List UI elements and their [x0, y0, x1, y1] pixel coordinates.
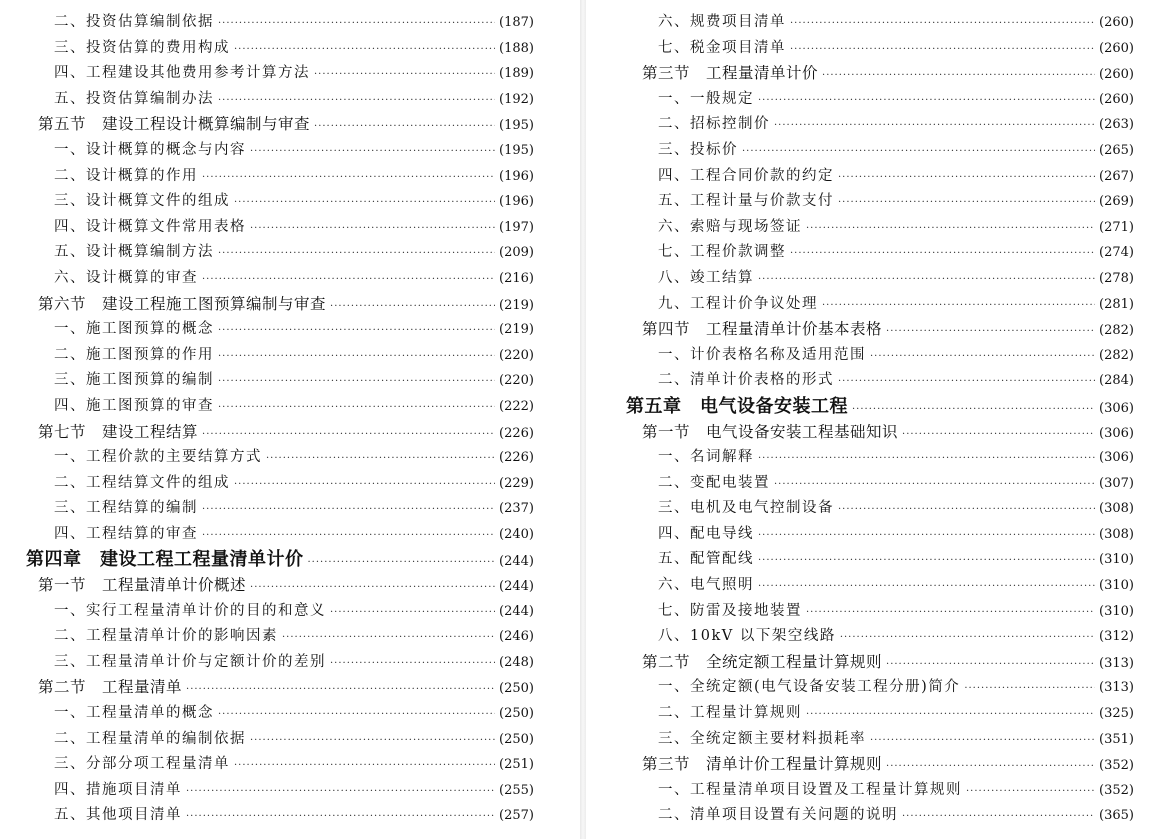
toc-entry-item — [0, 317, 580, 343]
toc-entry-page-number: (265) — [1099, 142, 1134, 158]
dot-leader — [806, 600, 1095, 625]
toc-entry-title: 第一节 电气设备安装工程基础知识 — [642, 422, 899, 441]
dot-leader — [218, 702, 495, 727]
toc-entry-item — [586, 215, 1168, 241]
toc-entry-item — [0, 752, 580, 778]
toc-entry-title: 八、竣工结算 — [658, 269, 754, 286]
toc-entry-title: 三、工程结算的编制 — [54, 500, 198, 517]
toc-entry-item — [0, 368, 580, 394]
dot-leader — [758, 88, 1095, 113]
dot-leader — [822, 63, 1095, 87]
dot-leader — [870, 728, 1095, 753]
toc-entry-title: 六、规费项目清单 — [658, 14, 786, 30]
toc-entry-page-number: (312) — [1099, 629, 1134, 645]
toc-entry-page-number: (313) — [1099, 680, 1134, 696]
toc-entry-page-number: (313) — [1099, 655, 1134, 671]
dot-leader — [234, 190, 495, 215]
toc-entry-page-number: (244) — [499, 579, 534, 595]
toc-entry-item — [586, 778, 1168, 804]
dot-leader — [838, 369, 1095, 394]
dot-leader — [886, 754, 1095, 778]
toc-entry-page-number: (255) — [499, 782, 534, 798]
toc-entry-title: 七、税金项目清单 — [658, 39, 786, 56]
toc-entry-item — [586, 138, 1168, 164]
dot-leader — [902, 422, 1095, 446]
toc-entry-page-number: (216) — [499, 270, 534, 286]
toc-entry-title: 一、一般规定 — [658, 90, 754, 107]
toc-entry-item — [586, 496, 1168, 522]
toc-entry-item — [0, 701, 580, 727]
toc-entry-item — [586, 266, 1168, 292]
toc-entry-item — [586, 701, 1168, 727]
toc-entry-title: 八、10kV 以下架空线路 — [658, 628, 836, 645]
toc-entry-page-number: (219) — [499, 297, 534, 313]
toc-entry-section — [0, 112, 580, 138]
toc-entry-title: 一、工程量清单的概念 — [54, 705, 214, 722]
toc-entry-title: 二、投资估算编制依据 — [54, 14, 214, 30]
toc-entry-page-number: (248) — [499, 654, 534, 670]
toc-entry-page-number: (222) — [499, 398, 534, 414]
dot-leader — [218, 344, 495, 369]
toc-entry-page-number: (188) — [499, 40, 534, 56]
toc-entry-title: 第二节 全统定额工程量计算规则 — [642, 652, 883, 671]
toc-entry-item — [0, 803, 580, 829]
toc-entry-title: 一、施工图预算的概念 — [54, 321, 214, 338]
dot-leader — [758, 574, 1095, 599]
dot-leader — [902, 804, 1095, 829]
toc-entry-page-number: (226) — [499, 450, 534, 466]
toc-entry-item — [0, 778, 580, 804]
toc-entry-page-number: (269) — [1099, 194, 1134, 210]
dot-leader — [314, 114, 495, 138]
dot-leader — [218, 318, 495, 343]
toc-entry-page-number: (308) — [1099, 501, 1134, 517]
dot-leader — [964, 676, 1095, 701]
toc-list-right — [586, 10, 1168, 829]
dot-leader — [790, 241, 1095, 266]
toc-entry-page-number: (219) — [499, 322, 534, 338]
toc-entry-title: 二、清单项目设置有关问题的说明 — [658, 807, 898, 824]
toc-entry-title: 第四节 工程量清单计价基本表格 — [642, 320, 883, 339]
toc-entry-title: 第六节 建设工程施工图预算编制与审查 — [38, 294, 327, 313]
toc-entry-title: 一、设计概算的概念与内容 — [54, 141, 246, 158]
toc-entry-item — [0, 61, 580, 87]
toc-entry-item — [0, 10, 580, 36]
toc-entry-title: 二、工程量计算规则 — [658, 705, 802, 722]
toc-entry-section — [586, 650, 1168, 676]
toc-entry-title: 第三节 清单计价工程量计算规则 — [642, 755, 883, 774]
dot-leader — [852, 397, 1095, 420]
toc-entry-page-number: (246) — [499, 629, 534, 645]
toc-entry-title: 三、电机及电气控制设备 — [658, 500, 834, 517]
toc-entry-item — [0, 522, 580, 548]
dot-leader — [250, 139, 495, 164]
toc-entry-page-number: (278) — [1099, 270, 1134, 286]
toc-entry-chapter — [0, 547, 580, 573]
toc-entry-item — [0, 650, 580, 676]
toc-entry-item — [0, 164, 580, 190]
toc-entry-page-number: (365) — [1099, 808, 1134, 824]
toc-entry-page-number: (352) — [1099, 758, 1134, 774]
toc-entry-page-number: (251) — [499, 757, 534, 773]
toc-entry-item — [586, 189, 1168, 215]
toc-entry-title: 五、设计概算编制方法 — [54, 244, 214, 261]
dot-leader — [838, 190, 1095, 215]
dot-leader — [758, 548, 1095, 573]
toc-entry-item — [586, 10, 1168, 36]
toc-entry-title: 二、清单计价表格的形式 — [658, 372, 834, 389]
toc-entry-title: 二、设计概算的作用 — [54, 167, 198, 184]
dot-leader — [202, 422, 495, 446]
toc-entry-section — [0, 573, 580, 599]
toc-entry-page-number: (267) — [1099, 168, 1134, 184]
toc-entry-item — [586, 292, 1168, 318]
dot-leader — [234, 753, 495, 778]
toc-entry-title: 一、名词解释 — [658, 449, 754, 466]
toc-entry-section — [586, 317, 1168, 343]
toc-entry-title: 二、施工图预算的作用 — [54, 346, 214, 363]
toc-entry-item — [586, 112, 1168, 138]
toc-entry-page-number: (192) — [499, 91, 534, 107]
dot-leader — [314, 62, 495, 87]
toc-entry-item — [586, 803, 1168, 829]
toc-entry-item — [586, 164, 1168, 190]
toc-entry-page-number: (226) — [499, 425, 534, 441]
toc-entry-section — [0, 292, 580, 318]
toc-entry-title: 六、电气照明 — [658, 577, 754, 594]
toc-entry-item — [586, 445, 1168, 471]
toc-entry-page-number: (282) — [1099, 323, 1134, 339]
toc-entry-page-number: (325) — [1099, 706, 1134, 722]
toc-entry-title: 四、设计概算文件常用表格 — [54, 218, 246, 235]
toc-entry-title: 四、工程建设其他费用参考计算方法 — [54, 65, 310, 82]
dot-leader — [838, 165, 1095, 190]
toc-entry-item — [0, 343, 580, 369]
toc-entry-page-number: (250) — [499, 681, 534, 697]
toc-entry-title: 五、配管配线 — [658, 551, 754, 568]
toc-entry-page-number: (284) — [1099, 373, 1134, 389]
toc-entry-title: 三、投资估算的费用构成 — [54, 39, 230, 56]
toc-entry-page-number: (274) — [1099, 245, 1134, 261]
toc-entry-page-number: (307) — [1099, 475, 1134, 491]
toc-entry-title: 三、分部分项工程量清单 — [54, 756, 230, 773]
dot-leader — [758, 523, 1095, 548]
dot-leader — [330, 600, 495, 625]
toc-entry-item — [586, 522, 1168, 548]
dot-leader — [790, 11, 1095, 36]
dot-leader — [186, 779, 495, 804]
toc-entry-title: 三、投标价 — [658, 141, 738, 158]
dot-leader — [330, 294, 495, 318]
toc-entry-item — [586, 87, 1168, 113]
toc-entry-page-number: (351) — [1099, 731, 1134, 747]
toc-entry-page-number: (306) — [1099, 450, 1134, 466]
toc-entry-title: 二、招标控制价 — [658, 116, 770, 133]
toc-entry-title: 三、工程量清单计价与定额计价的差别 — [54, 653, 326, 670]
dot-leader — [218, 369, 495, 394]
toc-entry-item — [0, 727, 580, 753]
toc-entry-title: 五、投资估算编制办法 — [54, 90, 214, 107]
toc-entry-title: 第二节 工程量清单 — [38, 678, 183, 697]
left-page — [0, 0, 580, 839]
toc-entry-item — [0, 599, 580, 625]
toc-entry-title: 四、配电导线 — [658, 525, 754, 542]
toc-entry-title: 第一节 工程量清单计价概述 — [38, 576, 247, 595]
toc-entry-item — [0, 138, 580, 164]
dot-leader — [186, 804, 495, 829]
toc-entry-page-number: (310) — [1099, 578, 1134, 594]
toc-entry-page-number: (244) — [499, 554, 534, 570]
toc-entry-page-number: (220) — [499, 347, 534, 363]
toc-entry-item — [586, 727, 1168, 753]
toc-entry-page-number: (260) — [1099, 67, 1134, 83]
toc-entry-page-number: (310) — [1099, 603, 1134, 619]
toc-entry-page-number: (310) — [1099, 552, 1134, 568]
toc-entry-item — [0, 394, 580, 420]
toc-entry-title: 九、工程计价争议处理 — [658, 295, 818, 312]
dot-leader — [822, 293, 1095, 318]
toc-entry-page-number: (260) — [1099, 91, 1134, 107]
toc-entry-page-number: (195) — [499, 142, 534, 158]
toc-entry-item — [586, 624, 1168, 650]
toc-entry-page-number: (250) — [499, 731, 534, 747]
dot-leader — [282, 625, 495, 650]
toc-entry-page-number: (195) — [499, 118, 534, 134]
toc-entry-page-number: (282) — [1099, 347, 1134, 363]
toc-entry-page-number: (240) — [499, 526, 534, 542]
dot-leader — [234, 472, 495, 497]
toc-entry-page-number: (260) — [1099, 15, 1134, 30]
toc-entry-page-number: (352) — [1099, 782, 1134, 798]
toc-entry-item — [586, 573, 1168, 599]
toc-entry-title: 六、索赔与现场签证 — [658, 218, 802, 235]
toc-entry-item — [0, 189, 580, 215]
dot-leader — [790, 37, 1095, 62]
toc-entry-title: 一、全统定额(电气设备安装工程分册)简介 — [658, 679, 961, 696]
toc-entry-title: 一、计价表格名称及适用范围 — [658, 346, 866, 363]
dot-leader — [308, 550, 496, 573]
toc-entry-page-number: (306) — [1099, 425, 1134, 441]
dot-leader — [202, 165, 495, 190]
toc-entry-section — [0, 675, 580, 701]
toc-entry-item — [586, 368, 1168, 394]
toc-entry-title: 第三节 工程量清单计价 — [642, 64, 819, 83]
toc-entry-page-number: (196) — [499, 194, 534, 210]
toc-entry-page-number: (263) — [1099, 117, 1134, 133]
toc-entry-page-number: (244) — [499, 603, 534, 619]
toc-entry-title: 四、措施项目清单 — [54, 781, 182, 798]
dot-leader — [840, 625, 1095, 650]
toc-entry-title: 二、工程量清单计价的影响因素 — [54, 628, 278, 645]
toc-list-left — [0, 10, 580, 829]
toc-entry-title: 五、其他项目清单 — [54, 807, 182, 824]
toc-entry-page-number: (260) — [1099, 40, 1134, 56]
toc-entry-page-number: (257) — [499, 808, 534, 824]
dot-leader — [250, 575, 495, 599]
toc-entry-page-number: (196) — [499, 168, 534, 184]
dot-leader — [886, 652, 1095, 676]
toc-entry-page-number: (189) — [499, 66, 534, 82]
toc-entry-item — [0, 240, 580, 266]
toc-entry-title: 七、防雷及接地装置 — [658, 602, 802, 619]
dot-leader — [838, 497, 1095, 522]
toc-entry-title: 第四章 建设工程工程量清单计价 — [26, 549, 304, 571]
dot-leader — [758, 267, 1095, 292]
toc-entry-page-number: (281) — [1099, 296, 1134, 312]
dot-leader — [742, 139, 1095, 164]
toc-entry-item — [0, 266, 580, 292]
dot-leader — [330, 651, 495, 676]
toc-entry-section — [0, 420, 580, 446]
dot-leader — [218, 11, 495, 36]
toc-entry-page-number: (271) — [1099, 219, 1134, 235]
toc-entry-chapter — [586, 394, 1168, 420]
dot-leader — [218, 88, 495, 113]
dot-leader — [806, 216, 1095, 241]
toc-entry-item — [586, 36, 1168, 62]
toc-entry-item — [0, 445, 580, 471]
dot-leader — [806, 702, 1095, 727]
toc-entry-title: 第五章 电气设备安装工程 — [626, 395, 848, 417]
toc-entry-item — [0, 496, 580, 522]
dot-leader — [774, 472, 1095, 497]
toc-entry-title: 第七节 建设工程结算 — [38, 422, 199, 441]
toc-entry-item — [0, 471, 580, 497]
toc-entry-title: 一、实行工程量清单计价的目的和意义 — [54, 602, 326, 619]
toc-entry-title: 一、工程价款的主要结算方式 — [54, 449, 262, 466]
dot-leader — [218, 395, 495, 420]
toc-entry-title: 三、全统定额主要材料损耗率 — [658, 730, 866, 747]
toc-entry-item — [586, 599, 1168, 625]
toc-entry-page-number: (187) — [499, 15, 534, 30]
toc-entry-item — [586, 343, 1168, 369]
toc-entry-title: 二、工程结算文件的组成 — [54, 474, 230, 491]
toc-entry-item — [0, 624, 580, 650]
dot-leader — [218, 241, 495, 266]
toc-entry-page-number: (220) — [499, 373, 534, 389]
toc-entry-page-number: (229) — [499, 475, 534, 491]
toc-entry-title: 六、设计概算的审查 — [54, 269, 198, 286]
toc-entry-title: 五、工程计量与价款支付 — [658, 193, 834, 210]
toc-entry-item — [586, 240, 1168, 266]
toc-entry-item — [0, 215, 580, 241]
toc-entry-title: 四、工程结算的审查 — [54, 525, 198, 542]
toc-entry-title: 二、工程量清单的编制依据 — [54, 730, 246, 747]
toc-entry-title: 三、设计概算文件的组成 — [54, 193, 230, 210]
toc-entry-title: 第五节 建设工程设计概算编制与审查 — [38, 115, 311, 134]
toc-entry-page-number: (197) — [499, 219, 534, 235]
dot-leader — [870, 344, 1095, 369]
dot-leader — [250, 216, 495, 241]
toc-entry-item — [586, 547, 1168, 573]
toc-entry-page-number: (250) — [499, 706, 534, 722]
toc-entry-title: 四、工程合同价款的约定 — [658, 167, 834, 184]
toc-entry-page-number: (237) — [499, 501, 534, 517]
toc-entry-page-number: (308) — [1099, 526, 1134, 542]
dot-leader — [266, 446, 495, 471]
dot-leader — [186, 677, 495, 701]
toc-entry-section — [586, 61, 1168, 87]
toc-entry-section — [586, 420, 1168, 446]
dot-leader — [966, 779, 1095, 804]
toc-entry-section — [586, 752, 1168, 778]
dot-leader — [758, 446, 1095, 471]
toc-entry-title: 三、施工图预算的编制 — [54, 372, 214, 389]
dot-leader — [774, 113, 1095, 138]
dot-leader — [202, 523, 495, 548]
toc-entry-page-number: (209) — [499, 245, 534, 261]
toc-entry-title: 七、工程价款调整 — [658, 244, 786, 261]
toc-entry-item — [586, 471, 1168, 497]
toc-entry-title: 一、工程量清单项目设置及工程量计算规则 — [658, 781, 962, 798]
toc-entry-item — [0, 36, 580, 62]
toc-entry-item — [586, 675, 1168, 701]
toc-entry-title: 二、变配电装置 — [658, 474, 770, 491]
toc-entry-item — [0, 87, 580, 113]
right-page — [586, 0, 1168, 839]
toc-entry-title: 四、施工图预算的审查 — [54, 397, 214, 414]
toc-entry-page-number: (306) — [1099, 400, 1134, 416]
dot-leader — [234, 37, 495, 62]
dot-leader — [202, 267, 495, 292]
dot-leader — [250, 728, 495, 753]
dot-leader — [202, 497, 495, 522]
dot-leader — [886, 319, 1095, 343]
